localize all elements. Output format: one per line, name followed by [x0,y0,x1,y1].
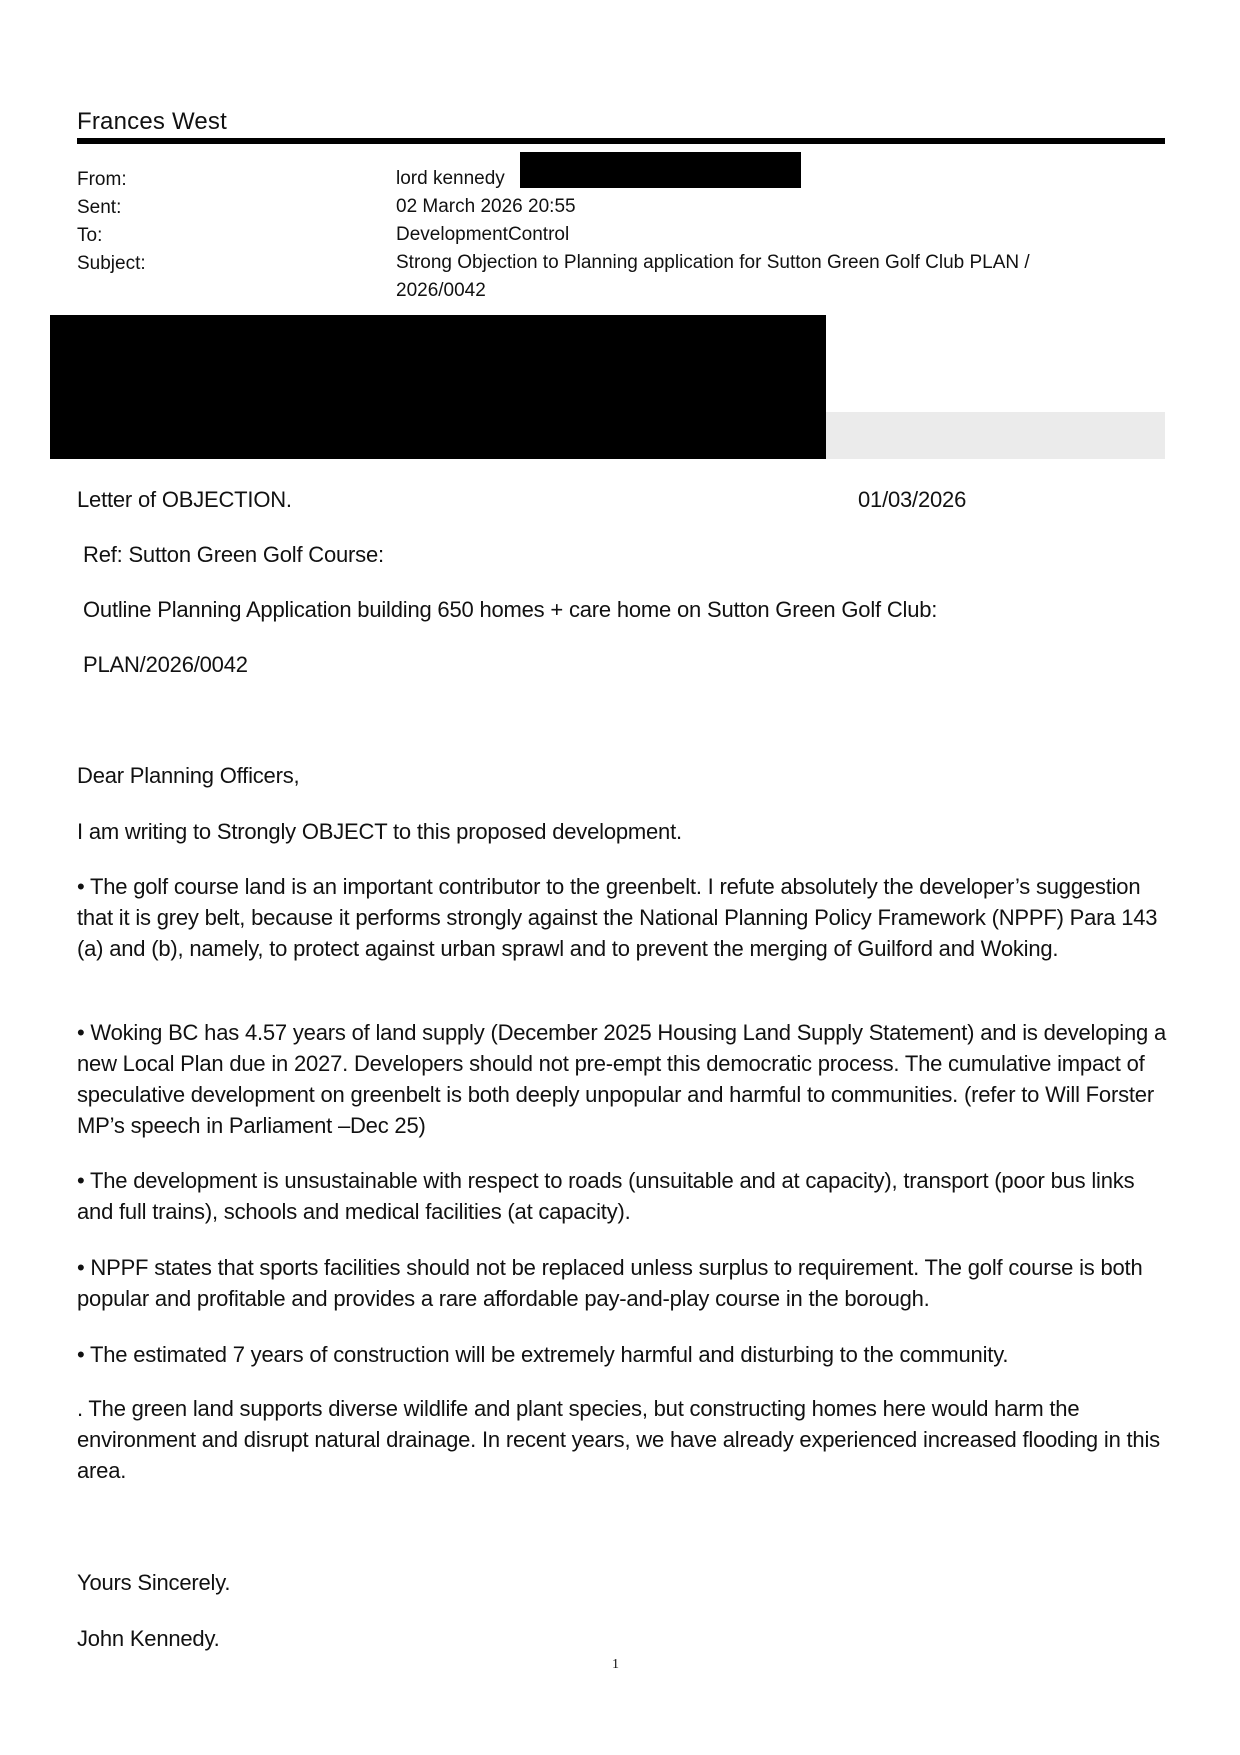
to-label: To: [77,225,103,246]
salutation: Dear Planning Officers, [77,763,300,788]
subject-value [396,249,1136,305]
signature: John Kennedy. [77,1626,220,1651]
objection-point: . The green land supports diverse wildlife and plant species, but constructing homes here would harm the environment and disrupt natural drainage. In recent years, we have already experienced increased flooding in this area. [77,1396,1160,1483]
objection-point: • The estimated 7 years of construction will be extremely harmful and disturbing to the community. [77,1342,1009,1367]
application-description: Outline Planning Application building 650 homes + care home on Sutton Green Golf Club: [83,597,938,622]
subject-label: Subject: [77,253,146,274]
from-value: lord kennedy [396,168,505,189]
intro-line: I am writing to Strongly OBJECT to this proposed development. [77,819,682,844]
objection-point: • NPPF states that sports facilities should not be replaced unless surplus to requirement. The golf course is both popular and profitable and provides a rare affordable pay-and-play course in the borough. [77,1255,1143,1311]
grey-band [826,412,1165,459]
redacted-email-address [520,152,801,188]
objection-point: • The development is unsustainable with respect to roads (unsuitable and at capacity), transport (poor bus links and full trains), schools and medical facilities (at capacity). [77,1168,1135,1224]
from-label: From: [77,169,127,190]
page-number: 1 [612,1657,619,1672]
closing: Yours Sincerely. [77,1570,231,1595]
letter-date: 01/03/2026 [858,487,967,512]
header-rule [77,138,1165,144]
sent-label: Sent: [77,197,122,218]
objection-point: • The golf course land is an important contributor to the greenbelt. I refute absolutely the developer’s suggestion that it is grey belt, because it performs strongly against the National Planning Policy Framework (NPPF) Para 143 (a) and (b), namely, to protect against urban sprawl and to prevent the merging of Guilford and Woking. [77,874,1158,961]
letter-title: Letter of OBJECTION. [77,487,292,512]
to-value: DevelopmentControl [396,224,570,245]
objection-point: • Woking BC has 4.57 years of land supply (December 2025 Housing Land Supply Statement) and is developing a new Local Plan due in 2027. Developers should not pre-empt this democratic process. The cumulative impact of speculative development on greenbelt is both deeply unpopular and harmful to communities. (refer to Will Forster MP’s speech in Parliament –Dec 25) [77,1020,1166,1138]
subject-line-1: Strong Objection to Planning application for Sutton Green Golf Club PLAN / [396,252,1030,273]
sent-value: 02 March 2026 20:55 [396,196,576,217]
mailbox-owner-name: Frances West [77,108,227,135]
plan-reference: PLAN/2026/0042 [83,652,248,677]
redacted-block [50,315,826,459]
subject-line-2: 2026/0042 [396,280,486,301]
letter-ref: Ref: Sutton Green Golf Course: [83,542,384,567]
